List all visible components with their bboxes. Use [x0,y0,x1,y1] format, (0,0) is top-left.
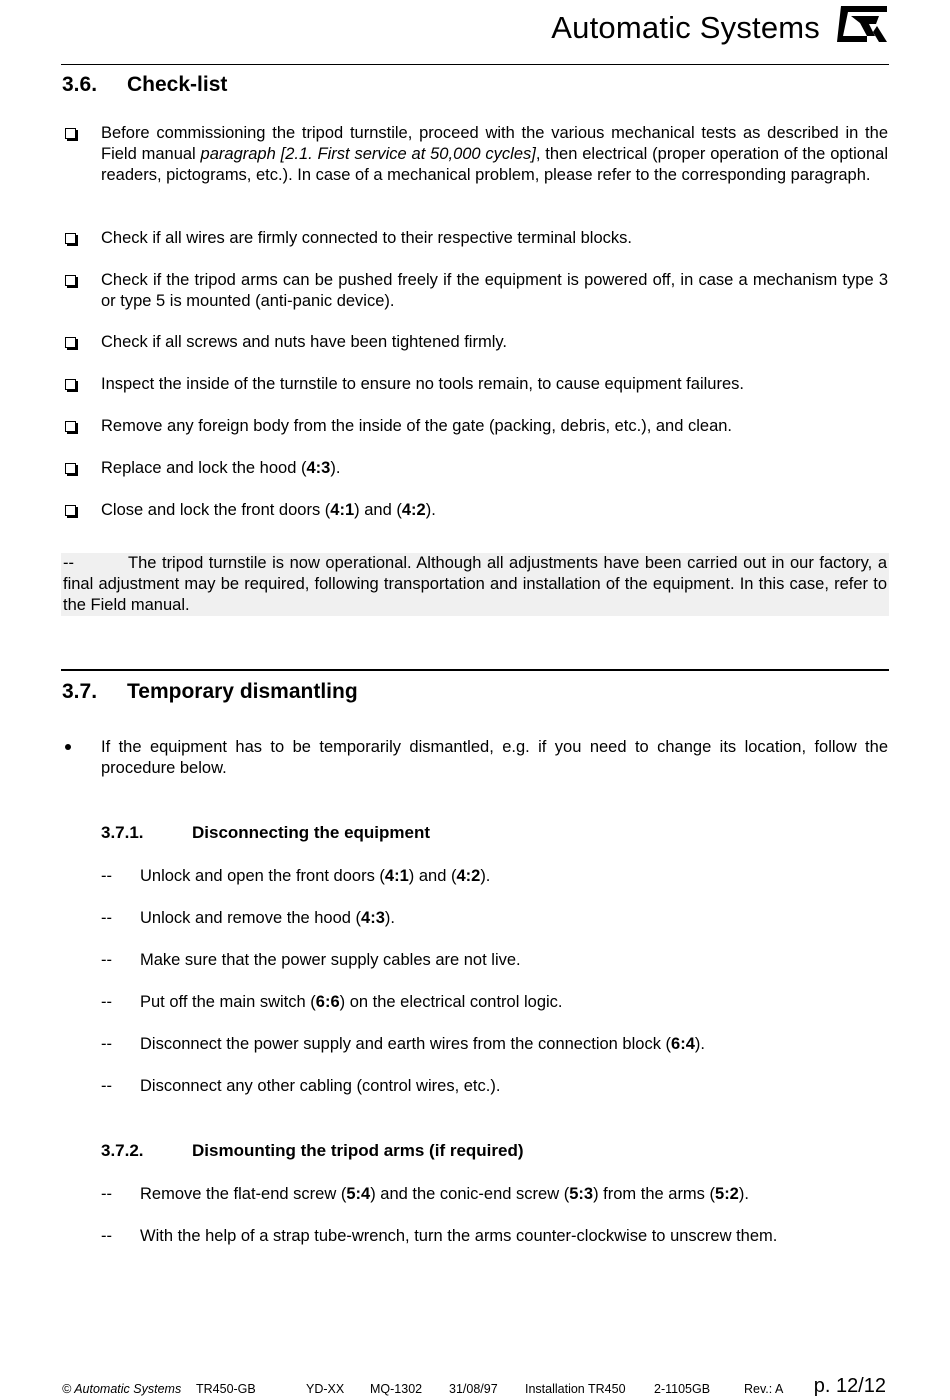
procedure-step: -- Put off the main switch (6:6) on the electrical control logic. [101,993,563,1011]
procedure-step: -- Disconnect the power supply and earth wires from the connection block (6:4). [101,1035,705,1053]
section-number: 3.6. [62,73,98,96]
checkbox-icon [65,421,76,432]
checklist-item: Before commissioning the tripod turnstile, proceed with the various mechanical tests as described in the Field manual paragraph [2.1. First service at 50,000 cycles], then electrical (proper operation of the optional readers, pictograms, etc.). In case of a mechanical problem, please refer to the corresponding paragraph. [62,123,888,186]
checklist-item: Remove any foreign body from the inside of the gate (packing, debris, etc.), and clean. [62,416,888,437]
procedure-step: -- Make sure that the power supply cables are not live. [101,951,521,969]
section-title: Temporary dismantling [127,680,358,703]
procedure-step: -- With the help of a strap tube-wrench, turn the arms counter-clockwise to unscrew them. [101,1227,778,1245]
manual-reference: paragraph [2.1. First service at 50,000 cycles] [200,145,536,163]
checklist-item: Check if the tripod arms can be pushed freely if the equipment is powered off, in case a mechanism type 3 or type 5 is mounted (anti-panic device). [62,270,888,312]
note-text: The tripod turnstile is now operational. Although all adjustments have been carried out in our factory, a final adjustment may be required, following transportation and installation of the equipment. In this case, refer to the Field manual. [63,554,887,614]
checkbox-icon [65,463,76,474]
procedure-step: -- Unlock and remove the hood (4:3). [101,909,395,927]
section-heading-temporary-dismantling [62,680,358,704]
procedure-step: -- Disconnect any other cabling (control wires, etc.). [101,1077,501,1095]
checklist-item: Replace and lock the hood (4:3). [62,458,888,479]
footer-yd: YD-XX [306,1382,345,1396]
intro-bullet-item: If the equipment has to be temporarily dismantled, e.g. if you need to change its location, follow the procedure below. [62,737,888,779]
footer-copyright: © Automatic Systems [62,1382,182,1396]
footer-date: 31/08/97 [449,1382,498,1396]
footer-mq: MQ-1302 [370,1382,423,1396]
checklist-item: Check if all screws and nuts have been tightened firmly. [62,332,888,353]
checklist-item: Close and lock the front doors (4:1) and (4:2). [62,500,888,521]
subsection-heading-disconnecting: 3.7.1. Disconnecting the equipment [101,823,431,842]
bullet-icon [65,744,71,750]
section-number: 3.7. [62,680,98,703]
checkbox-icon [65,275,76,286]
section-heading-check-list [62,73,227,97]
footer-doc: TR450-GB [196,1382,256,1396]
section-divider [61,669,889,671]
note-dash: -- [63,554,74,572]
footer-install: Installation TR450 [525,1382,626,1396]
checkbox-icon [65,379,76,390]
procedure-step: -- Unlock and open the front doors (4:1) and (4:2). [101,867,491,885]
company-name: Automatic Systems [551,10,820,45]
checkbox-icon [65,128,76,139]
procedure-step: -- Remove the flat-end screw (5:4) and the conic-end screw (5:3) from the arms (5:2). [101,1185,749,1203]
as-logo-icon [837,6,887,42]
header-rule [61,64,889,65]
checkbox-icon [65,505,76,516]
checkbox-icon [65,337,76,348]
footer-rev: Rev.: A [744,1382,784,1396]
section-title: Check-list [127,73,228,96]
checklist-item: Inspect the inside of the turnstile to ensure no tools remain, to cause equipment failures. [62,374,888,395]
footer-code: 2-1105GB [654,1382,711,1396]
subsection-heading-dismounting: 3.7.2. Dismounting the tripod arms (if required) [101,1141,524,1160]
checkbox-icon [65,233,76,244]
checklist-item: Check if all wires are firmly connected to their respective terminal blocks. [62,228,888,249]
page-footer [62,1375,888,1400]
operational-note [61,553,889,616]
page-number: p. 12/12 [813,1375,886,1397]
